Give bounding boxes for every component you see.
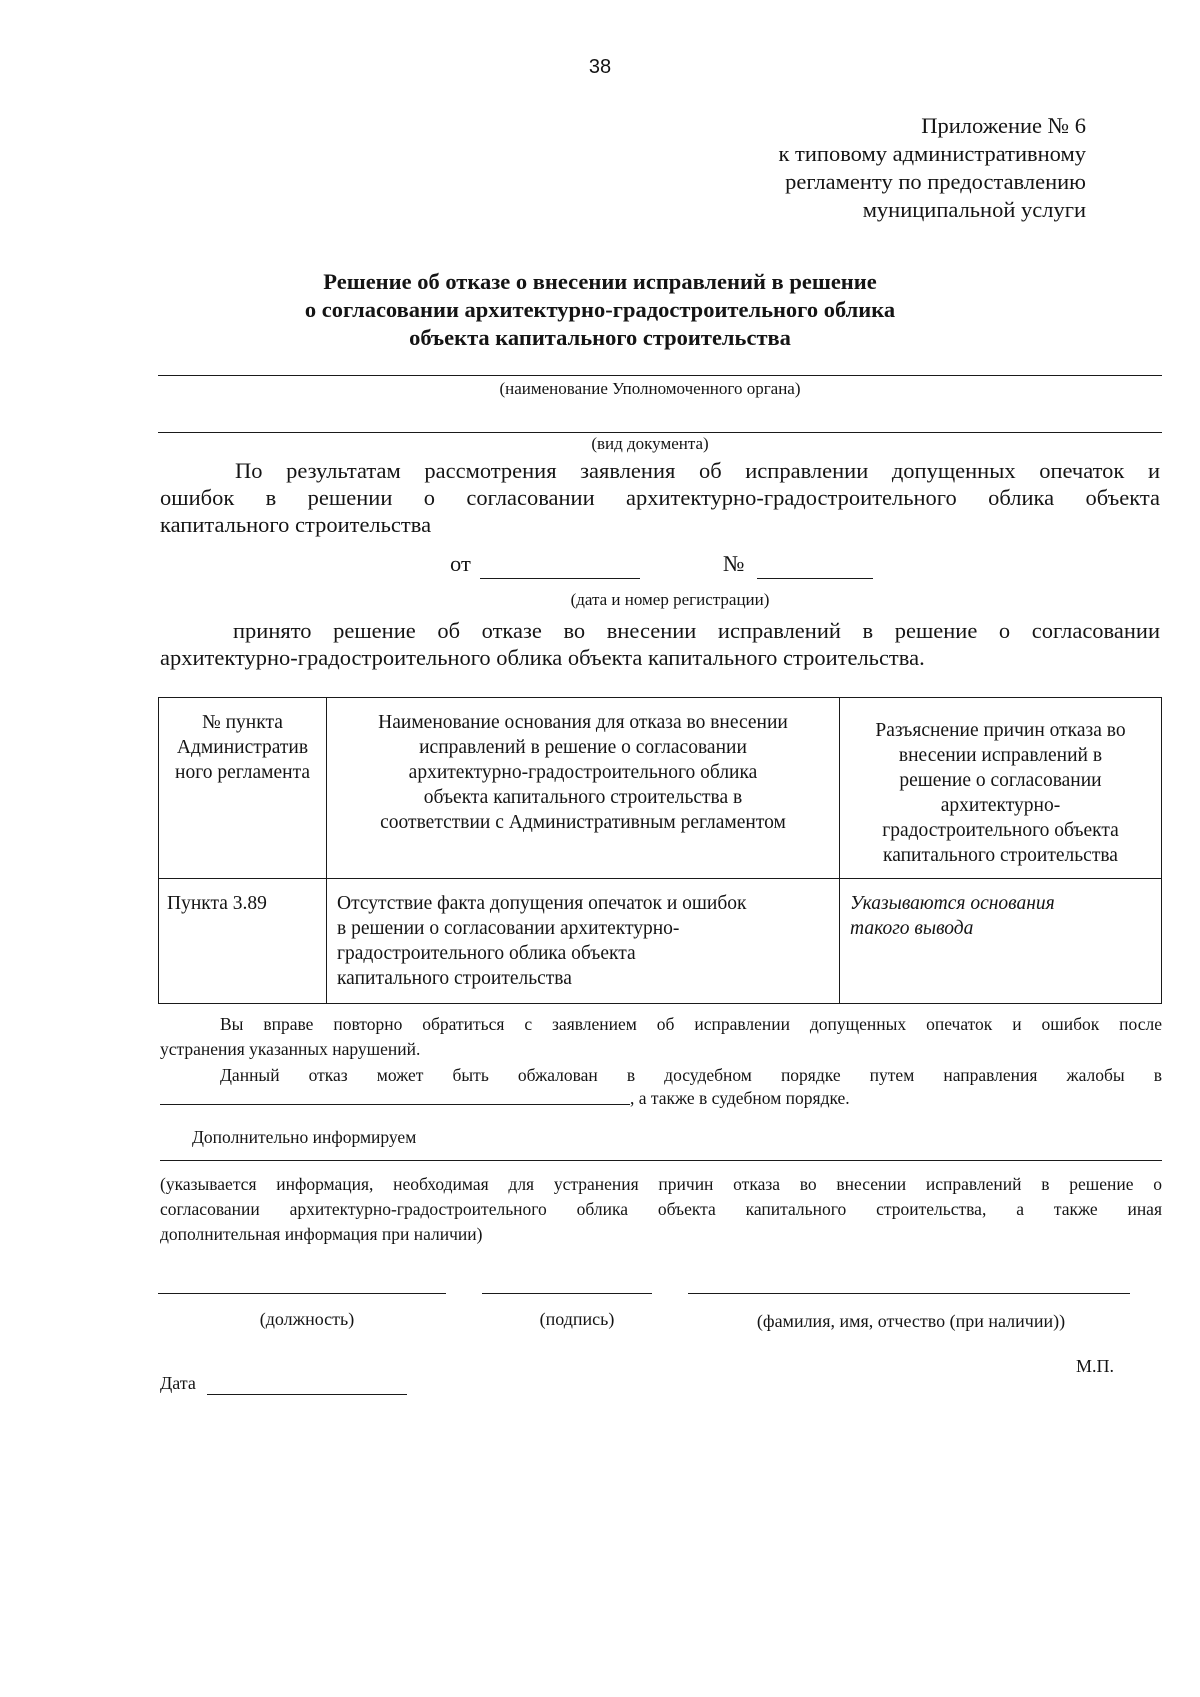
- from-label: от: [450, 551, 471, 576]
- position-fill-line: [158, 1293, 446, 1294]
- title-line: объекта капитального строительства: [409, 325, 791, 350]
- header-line: Наименование основания для отказа во внесении: [378, 712, 788, 733]
- header-line: исправлений в решение о согласовании: [419, 737, 747, 758]
- note-line: Данный отказ может быть обжалован в досудебном порядке путем направления жалобы в: [220, 1065, 1162, 1085]
- doc-type-caption: (вид документа): [591, 434, 709, 453]
- header-line: ного регламента: [175, 762, 310, 783]
- title-line: о согласовании архитектурно-градостроительного облика: [304, 297, 896, 322]
- additional-info-label: Дополнительно информируем: [192, 1127, 417, 1147]
- header-line: капитального строительства: [883, 845, 1118, 866]
- hint-line: согласовании архитектурно-градостроительного облика объекта капитального строительства, а также иная: [160, 1199, 1162, 1219]
- date-fill-line: [480, 578, 640, 579]
- header-line: Административ: [176, 737, 309, 758]
- page-number: 38: [588, 56, 612, 78]
- reason-line: градостроительного облика объекта: [337, 943, 636, 964]
- additional-info-hint: [160, 1172, 1162, 1247]
- header-line: № пункта: [202, 712, 283, 733]
- stamp-place: М.П.: [1076, 1356, 1115, 1376]
- header-line: решение о согласовании: [899, 770, 1102, 791]
- refusal-reasons-table: [158, 697, 1162, 1004]
- document-title: [0, 268, 1200, 352]
- title-line: Решение об отказе о внесении исправлений в решение: [323, 269, 877, 294]
- additional-info-fill-line: [160, 1160, 1162, 1161]
- header-line: Разъяснение причин отказа во: [875, 720, 1126, 741]
- appeal-suffix: , а также в судебном порядке.: [630, 1088, 850, 1108]
- explanation-line: такого вывода: [850, 918, 974, 939]
- position-caption: (должность): [259, 1309, 355, 1329]
- table-header-row: [159, 698, 1162, 879]
- authority-caption: (наименование Уполномоченного органа): [499, 379, 801, 398]
- repeat-application-note: [160, 1012, 1162, 1062]
- header-cell-clause: [159, 698, 327, 879]
- full-name-fill-line: [688, 1293, 1130, 1294]
- explanation-line: Указываются основания: [850, 893, 1055, 914]
- header-line: объекта капитального строительства в: [423, 787, 743, 808]
- header-cell-explanation: [840, 698, 1162, 879]
- table-row: [159, 879, 1162, 1004]
- number-fill-line: [757, 578, 873, 579]
- hint-line: дополнительная информация при наличии): [160, 1224, 483, 1244]
- cell-explanation: [840, 879, 1162, 1004]
- header-line: архитектурно-: [940, 795, 1061, 816]
- appeal-note: [160, 1063, 1162, 1088]
- appendix-line: к типовому административному: [778, 141, 1086, 166]
- decision-line: принято решение об отказе во внесении исправлений в решение о согласовании: [233, 618, 1160, 643]
- authority-fill-line: [158, 375, 1162, 376]
- decision-paragraph: [160, 617, 1160, 671]
- date-signature-fill-line: [207, 1394, 407, 1395]
- header-line: архитектурно-градостроительного облика: [408, 762, 758, 783]
- appendix-line: регламенту по предоставлению: [785, 169, 1086, 194]
- clause-text: Пункта 3.89: [167, 893, 267, 914]
- doc-type-fill-line: [158, 432, 1162, 433]
- intro-paragraph: [160, 457, 1160, 538]
- reason-line: в решении о согласовании архитектурно-: [337, 918, 680, 939]
- reason-line: Отсутствие факта допущения опечаток и ошибок: [337, 893, 747, 914]
- header-line: градостроительного объекта: [882, 820, 1119, 841]
- signature-caption: (подпись): [539, 1309, 615, 1329]
- intro-line: По результатам рассмотрения заявления об исправлении допущенных опечаток и: [235, 458, 1160, 483]
- decision-line: архитектурно-градостроительного облика объекта капитального строительства.: [160, 645, 925, 670]
- appendix-line: муниципальной услуги: [862, 197, 1086, 222]
- intro-line: ошибок в решении о согласовании архитектурно-градостроительного облика объекта: [160, 485, 1160, 510]
- full-name-caption: (фамилия, имя, отчество (при наличии)): [756, 1311, 1066, 1331]
- reason-line: капитального строительства: [337, 968, 572, 989]
- header-line: соответствии с Административным регламентом: [380, 812, 786, 833]
- cell-clause: [159, 879, 327, 1004]
- intro-line: капитального строительства: [160, 512, 432, 537]
- note-line: устранения указанных нарушений.: [160, 1039, 421, 1059]
- appendix-block: [778, 112, 1086, 224]
- signature-fill-line: [482, 1293, 652, 1294]
- appeal-fill-line: [160, 1104, 630, 1105]
- hint-line: (указывается информация, необходимая для устранения причин отказа во внесении исправлений в решение о: [160, 1174, 1162, 1194]
- appendix-line: Приложение № 6: [921, 113, 1086, 138]
- note-line: Вы вправе повторно обратиться с заявлением об исправлении допущенных опечаток и ошибок после: [220, 1014, 1162, 1034]
- number-label: №: [723, 551, 745, 576]
- date-label: Дата: [160, 1373, 196, 1393]
- header-cell-reason: [327, 698, 840, 879]
- date-number-caption: (дата и номер регистрации): [570, 590, 770, 609]
- cell-reason: [327, 879, 840, 1004]
- header-line: внесении исправлений в: [898, 745, 1103, 766]
